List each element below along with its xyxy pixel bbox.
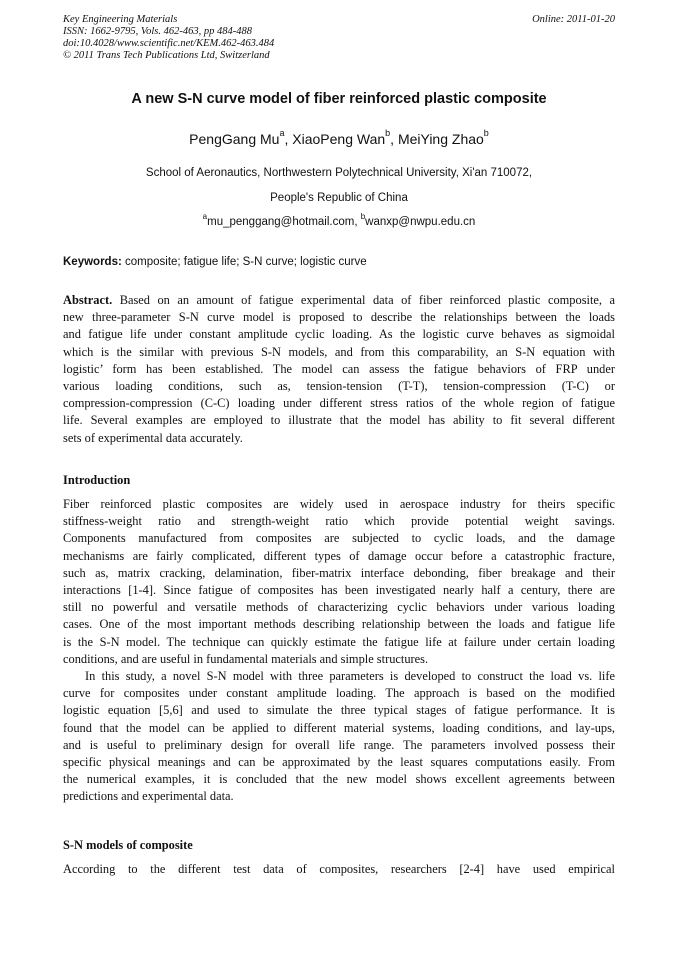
abstract-line: which is the similar with previous S-N models, and from this comparability, an S-N equation with [63, 344, 615, 359]
email-mark: b [360, 212, 366, 221]
journal-header [63, 14, 615, 62]
affiliation-line: School of Aeronautics, Northwestern Polytechnical University, Xi'an 710072, [145, 167, 533, 179]
author-name: PengGang Mu [189, 131, 280, 147]
author-affil-mark: a [279, 128, 285, 138]
intro-line: In this study, a novel S-N model with three parameters is developed to construct the load vs. life [85, 669, 615, 684]
doi-line[interactable]: doi:10.4028/www.scientific.net/KEM.462-463.484 [63, 38, 275, 49]
author-affil-mark: b [483, 128, 489, 138]
online-date: Online: 2011-01-20 [532, 14, 615, 25]
author-name: XiaoPeng Wan [292, 131, 386, 147]
intro-line: Components manufactured from composites are subjected to cyclic loads, and the damage [63, 531, 615, 546]
copyright-line: © 2011 Trans Tech Publications Ltd, Switzerland [63, 50, 270, 61]
intro-line: still no powerful and versatile methods of characterizing cyclic behaviors under various loading [63, 600, 615, 615]
author-emails [0, 212, 678, 228]
abstract-line: life. Several examples are employed to illustrate that the model has ability to fit several different [63, 413, 615, 428]
email-a[interactable]: mu_penggang@hotmail.com, [207, 216, 361, 228]
author-affil-mark: b [385, 128, 391, 138]
paper-title: A new S-N curve model of fiber reinforced plastic composite [131, 91, 547, 107]
abstract [63, 292, 615, 447]
section-heading-introduction: Introduction [63, 473, 131, 487]
intro-line: stiffness-weight ratio and strength-weight ratio which provide potential weight savings. [63, 514, 615, 529]
intro-line: mechanisms are fairly complicated, different types of damage occur before a catastrophic fracture, [63, 548, 615, 563]
author-name: MeiYing Zhao [397, 131, 484, 147]
section-heading-sn-models: S-N models of composite [63, 838, 193, 852]
abstract-line: Abstract. Based on an amount of fatigue experimental data of fiber reinforced plastic composite, a [63, 293, 615, 307]
keywords [63, 256, 615, 268]
issn-line: ISSN: 1662-9795, Vols. 462-463, pp 484-488 [63, 26, 252, 37]
intro-line: is the S-N model. The technique can quickly estimate the fatigue life at failure under certain loading [63, 634, 615, 649]
intro-line: predictions and experimental data. [63, 789, 234, 804]
abstract-line: compression-compression (C-C) loading under different stress ratios of the whole region of fatigue [63, 396, 615, 411]
sn-line: According to the different test data of composites, researchers [2-4] have used empirical [63, 862, 615, 876]
email-mark: a [202, 212, 208, 221]
author-list: PengGang Mu$^a$, XiaoPeng Wan$^b$, MeiYing Zhao$^b$ [189, 128, 489, 147]
abstract-label: Abstract. [63, 293, 113, 307]
intro-line: logistic equation [5,6] and used to simulate the three typical stages of fatigue performance. It is [63, 703, 615, 718]
intro-line: specific physical meanings and can be approximated by the least squares computations easily. From [63, 755, 615, 770]
journal-name: Key Engineering Materials [63, 14, 178, 25]
intro-line: cases. One of the most important methods describing relationship between the loads and fatigue life [63, 617, 615, 632]
abstract-line: and fatigue life under constant amplitude cyclic loading. As the logistic curve behaves as sigmoidal [63, 327, 615, 342]
affiliation-country: People's Republic of China [270, 192, 408, 204]
intro-line: Fiber reinforced plastic composites are widely used in aerospace industry for theirs specific [63, 497, 615, 511]
keywords-text: composite; fatigue life; S-N curve; logistic curve [121, 256, 367, 268]
intro-line: and is useful to preliminary design for overall life range. The parameters involved possess their [63, 737, 615, 752]
abstract-line: new three-parameter S-N curve model is proposed to describe the relationships between the loads [63, 310, 615, 325]
introduction-body [63, 496, 615, 806]
email-b[interactable]: wanxp@nwpu.edu.cn [365, 216, 476, 228]
abstract-line: sets of experimental data accurately. [63, 430, 243, 445]
intro-line: found that the model can be applied to different material systems, loading conditions, and lay-ups, [63, 720, 615, 735]
intro-line: the numerical examples, it is concluded that the new model shows excellent agreements between [63, 772, 615, 787]
intro-line: interactions [1-4]. Since fatigue of composites has been investigated nearly half a century, there are [63, 583, 615, 598]
keywords-label: Keywords: [63, 256, 122, 268]
intro-line: conditions, and are useful in fundamental materials and simple structures. [63, 651, 429, 666]
abstract-line: logistic’ form has been established. The model can assess the fatigue behaviors of FRP under [63, 361, 615, 376]
abstract-line: various loading conditions, such as, tension-tension (T-T), tension-compression (T-C) or [63, 379, 615, 394]
sn-section-body [63, 861, 615, 878]
intro-line: curve for composites under constant amplitude loading. The approach is based on the modified [63, 686, 615, 701]
intro-line: such as, matrix cracking, delamination, fiber-matrix interface debonding, fiber breakage and their [63, 565, 615, 580]
